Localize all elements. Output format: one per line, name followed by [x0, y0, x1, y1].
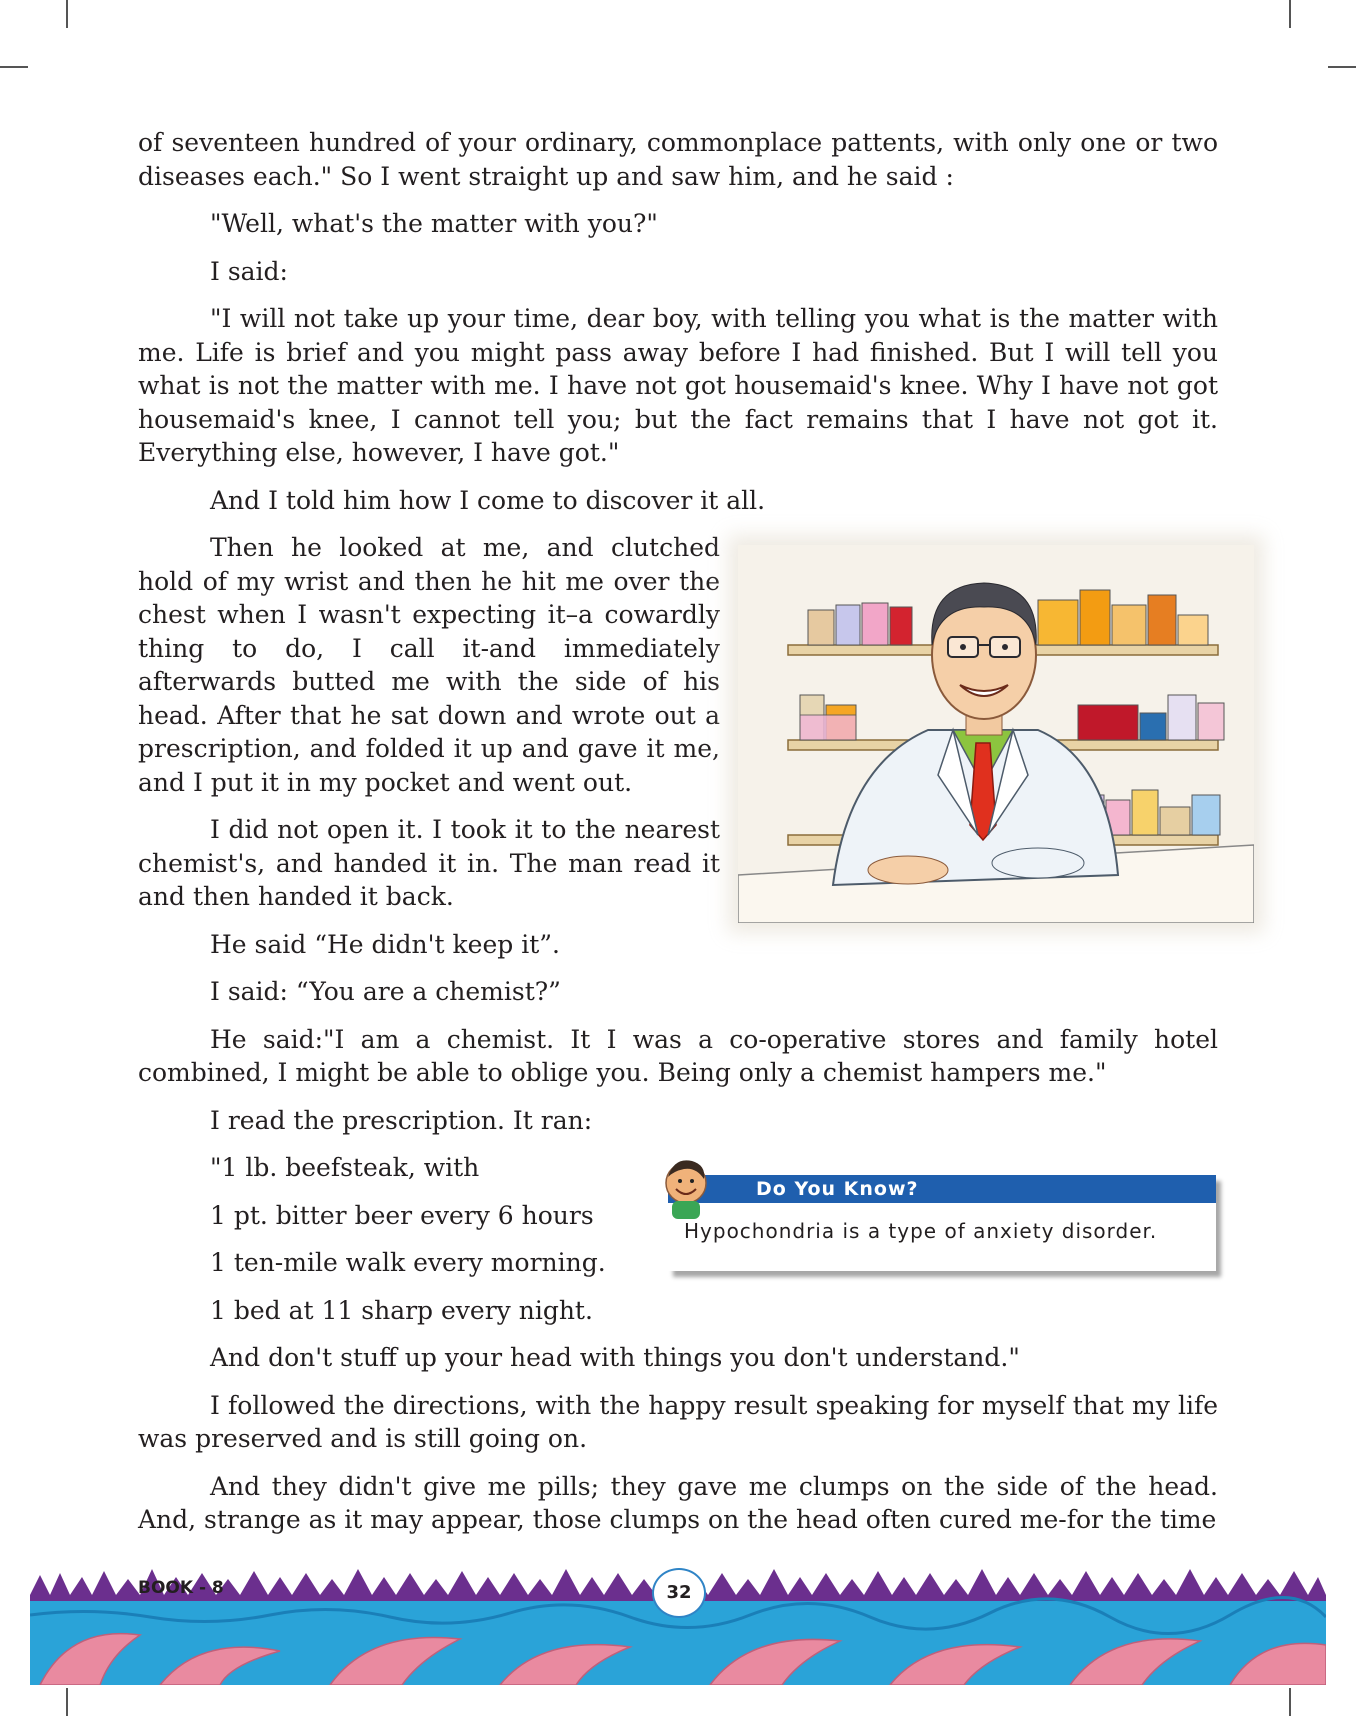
page-number: 32	[652, 1568, 706, 1618]
paragraph: He said:"I am a chemist. It I was a co-operative stores and family hotel combined, I might be able to oblige you. Being only a chemist hampers me."	[138, 1024, 1218, 1087]
crop-mark	[0, 66, 28, 68]
prescription-line: 1 bed at 11 sharp every night.	[210, 1295, 593, 1325]
prescription-line: 1 ten-mile walk every morning.	[210, 1248, 606, 1277]
prescription-line: "1 lb. beefsteak, with	[210, 1153, 480, 1182]
do-you-know-title: Do You Know?	[668, 1175, 1216, 1203]
paragraph: And they didn't give me pills; they gave me clumps on the side of the head. And, strange as it may appear, those clumps on the head often cured me-for the time	[138, 1471, 1218, 1534]
paragraph: "Well, what's the matter with you?"	[210, 209, 658, 238]
crop-mark	[1289, 1688, 1291, 1716]
paragraph: I said: “You are a chemist?”	[210, 977, 561, 1006]
paragraph: And don't stuff up your head with things you don't understand."	[210, 1343, 1020, 1372]
paragraph: He said “He didn't keep it”.	[210, 929, 560, 959]
paragraph: I said:	[210, 256, 288, 286]
do-you-know-text: Hypochondria is a type of anxiety disorder.	[684, 1219, 1158, 1243]
paragraph: I followed the directions, with the happy result speaking for myself that my life was preserved and is still going on.	[138, 1390, 1218, 1453]
paragraph: of seventeen hundred of your ordinary, commonplace pattents, with only one or two diseases each." So I went straight up and saw him, and he said :	[138, 128, 1218, 191]
do-you-know-box	[668, 1175, 1216, 1271]
crop-mark	[66, 0, 68, 28]
paragraph: Then he looked at me, and clutched hold of my wrist and then he hit me over the chest when I wasn't expecting it–a cowardly thing to do, I call it-and immediately afterwards butted me with the side of his head. After that he sat down and wrote out a prescription, and folded it up and gave it me, and I put it in my pocket and went out.	[138, 533, 720, 797]
chemist-illustration	[738, 545, 1254, 923]
chemist-drawing	[738, 545, 1254, 923]
paragraph: And I told him how I come to discover it all.	[210, 485, 766, 515]
paragraph: "I will not take up your time, dear boy, with telling you what is the matter with me. Life is brief and you might pass away before I had finished. But I will tell you what is not the matter with me. I have not got housemaid's knee. Why I have not got housemaid's knee, I cannot tell you; but the fact remains that I have not got it. Everything else, however, I have got."	[138, 304, 1218, 467]
crop-mark	[66, 1688, 68, 1716]
paragraph: I did not open it. I took it to the nearest chemist's, and handed it in. The man read it and then handed it back.	[138, 815, 720, 911]
book-label: BOOK - 8	[138, 1578, 224, 1598]
crop-mark	[1328, 66, 1356, 68]
prescription-line: 1 pt. bitter beer every 6 hours	[210, 1200, 594, 1230]
crop-mark	[1289, 0, 1291, 28]
boy-icon	[656, 1153, 716, 1219]
paragraph: I read the prescription. It ran:	[210, 1105, 593, 1135]
